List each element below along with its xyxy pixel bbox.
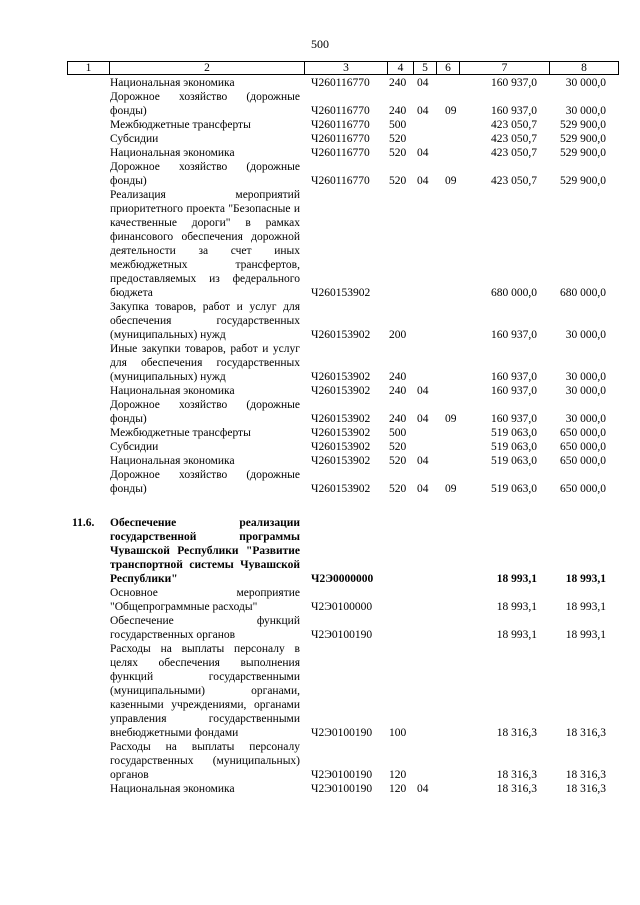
row-vr: 520 [389, 147, 407, 159]
row-sum-2: 680 000,0 [560, 287, 606, 299]
header-cell: 8 [550, 62, 619, 75]
table-row [67, 90, 618, 118]
row-sum-1: 423 050,7 [491, 147, 537, 159]
row-vr: 520 [389, 133, 407, 145]
row-sum-1: 519 063,0 [491, 441, 537, 453]
row-sum-2: 650 000,0 [560, 441, 606, 453]
row-vr: 240 [389, 371, 407, 383]
row-sum-2: 529 900,0 [560, 147, 606, 159]
row-name: Иные закупки товаров, работ и услуг для обеспечения государственных (муниципальных) нужд [110, 343, 300, 383]
row-name: Обеспечение функций государственных органов [110, 615, 300, 641]
row-vr: 520 [389, 175, 407, 187]
row-code: Ч260153902 [311, 427, 371, 439]
row-code: Ч260116770 [311, 175, 370, 187]
row-name: Национальная экономика [110, 455, 235, 467]
row-sum-2: 30 000,0 [565, 413, 606, 425]
row-name: Межбюджетные трансферты [110, 427, 251, 439]
row-sum-1: 160 937,0 [491, 329, 537, 341]
row-sum-2: 30 000,0 [565, 329, 606, 341]
header-cell: 3 [305, 62, 388, 75]
row-name: Межбюджетные трансферты [110, 119, 251, 131]
row-rz: 04 [417, 385, 429, 397]
row-code: Ч260153902 [311, 441, 371, 453]
row-vr: 120 [389, 783, 407, 795]
row-sum-1: 160 937,0 [491, 371, 537, 383]
header-cell: 6 [437, 62, 460, 75]
row-code: Ч2Э0100000 [311, 601, 373, 613]
table-row [67, 740, 618, 782]
row-vr: 500 [389, 427, 407, 439]
table-row [67, 586, 618, 614]
row-sum-1: 680 000,0 [491, 287, 537, 299]
table-row [67, 160, 618, 188]
row-code: Ч260116770 [311, 147, 370, 159]
table-row [67, 342, 618, 384]
row-name: Национальная экономика [110, 385, 235, 397]
row-pr: 09 [445, 175, 457, 187]
table-row [67, 76, 618, 90]
row-name: Национальная экономика [110, 783, 235, 795]
row-code: Ч260116770 [311, 77, 370, 89]
table-row [67, 468, 618, 496]
row-pr: 09 [445, 413, 457, 425]
row-rz: 04 [417, 483, 429, 495]
table-row [67, 426, 618, 440]
row-rz: 04 [417, 413, 429, 425]
row-code: Ч260153902 [311, 455, 371, 467]
row-vr: 240 [389, 77, 407, 89]
row-sum-1: 18 316,3 [496, 783, 537, 795]
row-vr: 240 [389, 105, 407, 117]
row-sum-1: 519 063,0 [491, 427, 537, 439]
row-code: Ч2Э0000000 [311, 573, 374, 585]
row-sum-2: 529 900,0 [560, 133, 606, 145]
header-cell: 2 [110, 62, 305, 75]
row-name: Дорожное хозяйство (дорожные фонды) [110, 469, 300, 495]
table-row [67, 118, 618, 132]
table-row [67, 516, 618, 586]
row-code: Ч260153902 [311, 371, 371, 383]
row-code: Ч260153902 [311, 413, 371, 425]
row-sum-2: 18 993,1 [565, 629, 606, 641]
table-header [67, 61, 619, 75]
row-name: Дорожное хозяйство (дорожные фонды) [110, 161, 300, 187]
row-vr: 100 [389, 727, 407, 739]
row-sum-2: 650 000,0 [560, 483, 606, 495]
row-name: Реализация мероприятий приоритетного проекта "Безопасные и качественные дороги" в рамках финансового обеспечения дорожной деятельности за счет иных межбюджетных трансфертов, предоставляемых из федерального бюджета [110, 189, 300, 299]
row-sum-1: 423 050,7 [491, 133, 537, 145]
row-sum-2: 18 993,1 [565, 573, 606, 585]
row-sum-2: 30 000,0 [565, 77, 606, 89]
table-body [67, 76, 618, 796]
table-row [67, 384, 618, 398]
table-row [67, 782, 618, 796]
row-sum-1: 160 937,0 [491, 413, 537, 425]
row-code: Ч2Э0100190 [311, 629, 373, 641]
row-sum-1: 18 993,1 [496, 601, 537, 613]
row-rz: 04 [417, 105, 429, 117]
row-sum-2: 529 900,0 [560, 119, 606, 131]
row-code: Ч260153902 [311, 483, 371, 495]
row-vr: 520 [389, 483, 407, 495]
table-row [67, 614, 618, 642]
row-code: Ч2Э0100190 [311, 727, 373, 739]
row-code: Ч2Э0100190 [311, 783, 373, 795]
row-sum-1: 160 937,0 [491, 105, 537, 117]
row-sum-1: 160 937,0 [491, 77, 537, 89]
table-row [67, 132, 618, 146]
row-sum-2: 18 316,3 [565, 783, 606, 795]
row-sum-1: 519 063,0 [491, 483, 537, 495]
row-code: Ч260153902 [311, 385, 371, 397]
row-name: Расходы на выплаты персоналу государственных (муниципальных) органов [110, 741, 300, 781]
table-row [67, 398, 618, 426]
table-row [67, 146, 618, 160]
row-sum-2: 18 316,3 [565, 727, 606, 739]
row-sum-1: 18 993,1 [496, 573, 537, 585]
row-sum-2: 30 000,0 [565, 371, 606, 383]
row-sum-2: 650 000,0 [560, 455, 606, 467]
row-name: Основное мероприятие "Общепрограммные расходы" [110, 587, 300, 613]
row-sum-1: 519 063,0 [491, 455, 537, 467]
row-vr: 120 [389, 769, 407, 781]
row-number: 11.6. [72, 517, 95, 529]
row-sum-1: 18 316,3 [496, 727, 537, 739]
row-sum-2: 30 000,0 [565, 105, 606, 117]
row-sum-1: 423 050,7 [491, 175, 537, 187]
row-code: Ч260116770 [311, 105, 370, 117]
table-row [67, 454, 618, 468]
row-name: Национальная экономика [110, 77, 235, 89]
table-row [67, 188, 618, 300]
row-code: Ч260153902 [311, 287, 371, 299]
row-sum-1: 423 050,7 [491, 119, 537, 131]
row-sum-2: 18 316,3 [565, 769, 606, 781]
row-rz: 04 [417, 147, 429, 159]
row-rz: 04 [417, 455, 429, 467]
row-vr: 240 [389, 385, 407, 397]
table-row [67, 642, 618, 740]
row-name: Закупка товаров, работ и услуг для обеспечения государственных (муниципальных) нужд [110, 301, 300, 341]
row-sum-2: 30 000,0 [565, 385, 606, 397]
row-name: Субсидии [110, 133, 159, 145]
row-sum-2: 650 000,0 [560, 427, 606, 439]
row-code: Ч260116770 [311, 119, 370, 131]
row-code: Ч260153902 [311, 329, 371, 341]
row-code: Ч2Э0100190 [311, 769, 373, 781]
row-sum-1: 18 316,3 [496, 769, 537, 781]
row-sum-1: 160 937,0 [491, 385, 537, 397]
table-row [67, 300, 618, 342]
row-vr: 520 [389, 441, 407, 453]
row-sum-2: 18 993,1 [565, 601, 606, 613]
header-cell: 7 [460, 62, 550, 75]
row-name: Расходы на выплаты персоналу в целях обеспечения выполнения функций государственными (муниципальными) органами, казенными учреждениями, органами управления государственными внебюджетными фондами [110, 643, 300, 739]
row-rz: 04 [417, 175, 429, 187]
page-number: 500 [311, 37, 329, 51]
row-sum-1: 18 993,1 [496, 629, 537, 641]
row-rz: 04 [417, 783, 429, 795]
row-vr: 240 [389, 413, 407, 425]
row-vr: 520 [389, 455, 407, 467]
row-sum-2: 529 900,0 [560, 175, 606, 187]
row-rz: 04 [417, 77, 429, 89]
row-name: Обеспечение реализации государственной программы Чувашской Республики "Развитие транспортной системы Чувашской Республики" [110, 517, 300, 585]
row-pr: 09 [445, 483, 457, 495]
row-vr: 500 [389, 119, 407, 131]
row-name: Национальная экономика [110, 147, 235, 159]
row-name: Дорожное хозяйство (дорожные фонды) [110, 399, 300, 425]
header-cell: 4 [388, 62, 414, 75]
header-cell: 5 [414, 62, 437, 75]
row-name: Дорожное хозяйство (дорожные фонды) [110, 91, 300, 117]
row-vr: 200 [389, 329, 407, 341]
header-cell: 1 [68, 62, 110, 75]
row-code: Ч260116770 [311, 133, 370, 145]
table-row [67, 440, 618, 454]
row-name: Субсидии [110, 441, 159, 453]
row-pr: 09 [445, 105, 457, 117]
